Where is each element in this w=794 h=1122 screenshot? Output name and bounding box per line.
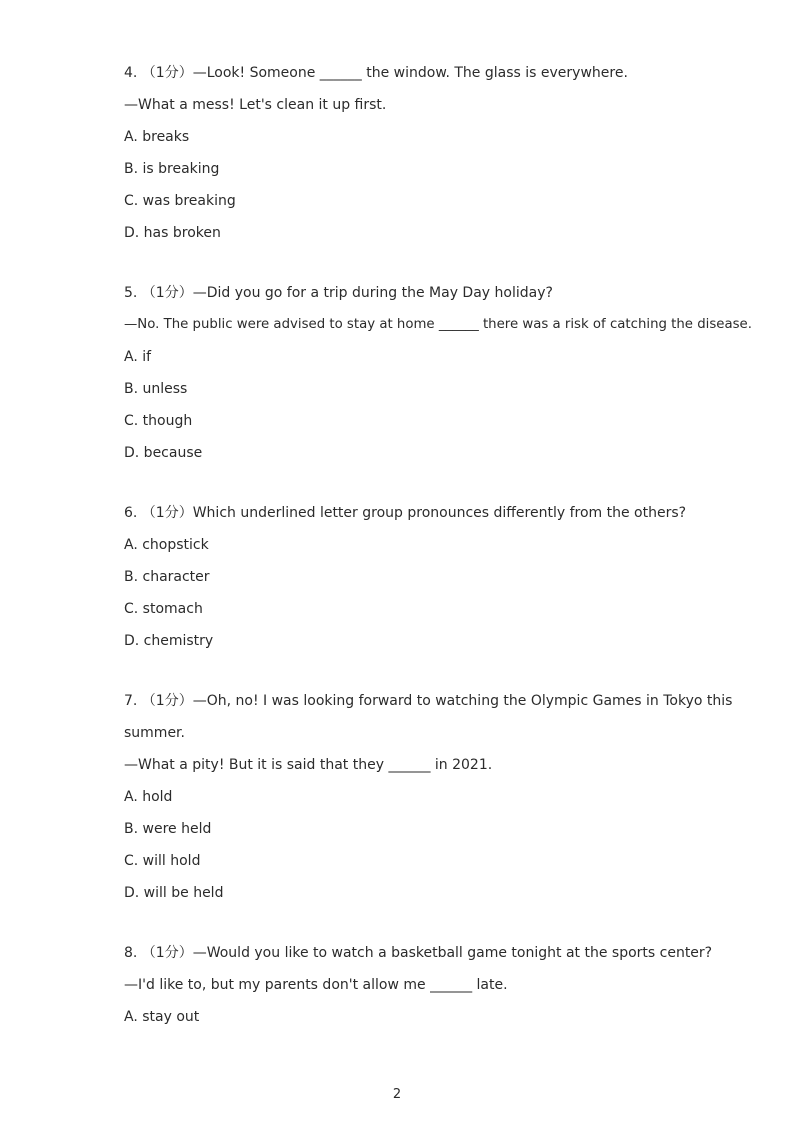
question-4-option-b: B. is breaking — [124, 161, 220, 177]
question-4-option-a: A. breaks — [124, 129, 190, 145]
question-8-header: 8. （1分）—Would you like to watch a basketball game tonight at the sports center? — [124, 945, 713, 961]
question-5-header: 5. （1分）—Did you go for a trip during the May Day holiday? — [124, 285, 553, 301]
page-number: 2 — [392, 1087, 402, 1102]
question-6-option-a: A. chopstick — [124, 537, 209, 553]
question-4-option-c: C. was breaking — [124, 193, 236, 209]
question-6-option-c: C. stomach — [124, 601, 203, 617]
question-6-header: 6. （1分）Which underlined letter group pronounces differently from the others? — [124, 505, 687, 521]
question-7-header: 7. （1分）—Oh, no! I was looking forward to watching the Olympic Games in Tokyo this — [124, 693, 733, 709]
question-7-option-d: D. will be held — [124, 885, 224, 901]
question-5-option-b: B. unless — [124, 381, 188, 397]
question-4-option-d: D. has broken — [124, 225, 221, 241]
question-7-line-2: —What a pity! But it is said that they ______ in 2021. — [124, 757, 493, 773]
question-7-option-b: B. were held — [124, 821, 212, 837]
question-5-line: —No. The public were advised to stay at home ______ there was a risk of catching the disease. — [124, 317, 752, 332]
question-8-line: —I'd like to, but my parents don't allow me ______ late. — [124, 977, 508, 993]
question-5-option-c: C. though — [124, 413, 193, 429]
question-7-option-c: C. will hold — [124, 853, 201, 869]
question-7-option-a: A. hold — [124, 789, 173, 805]
question-6-option-d: D. chemistry — [124, 633, 214, 649]
question-4-line: —What a mess! Let's clean it up first. — [124, 97, 387, 113]
question-5-option-d: D. because — [124, 445, 203, 461]
question-4-header: 4. （1分）—Look! Someone ______ the window. The glass is everywhere. — [124, 65, 628, 81]
question-7-line-1: summer. — [124, 725, 185, 741]
question-8-option-a: A. stay out — [124, 1009, 200, 1025]
question-5-option-a: A. if — [124, 349, 152, 365]
question-6-option-b: B. character — [124, 569, 210, 585]
